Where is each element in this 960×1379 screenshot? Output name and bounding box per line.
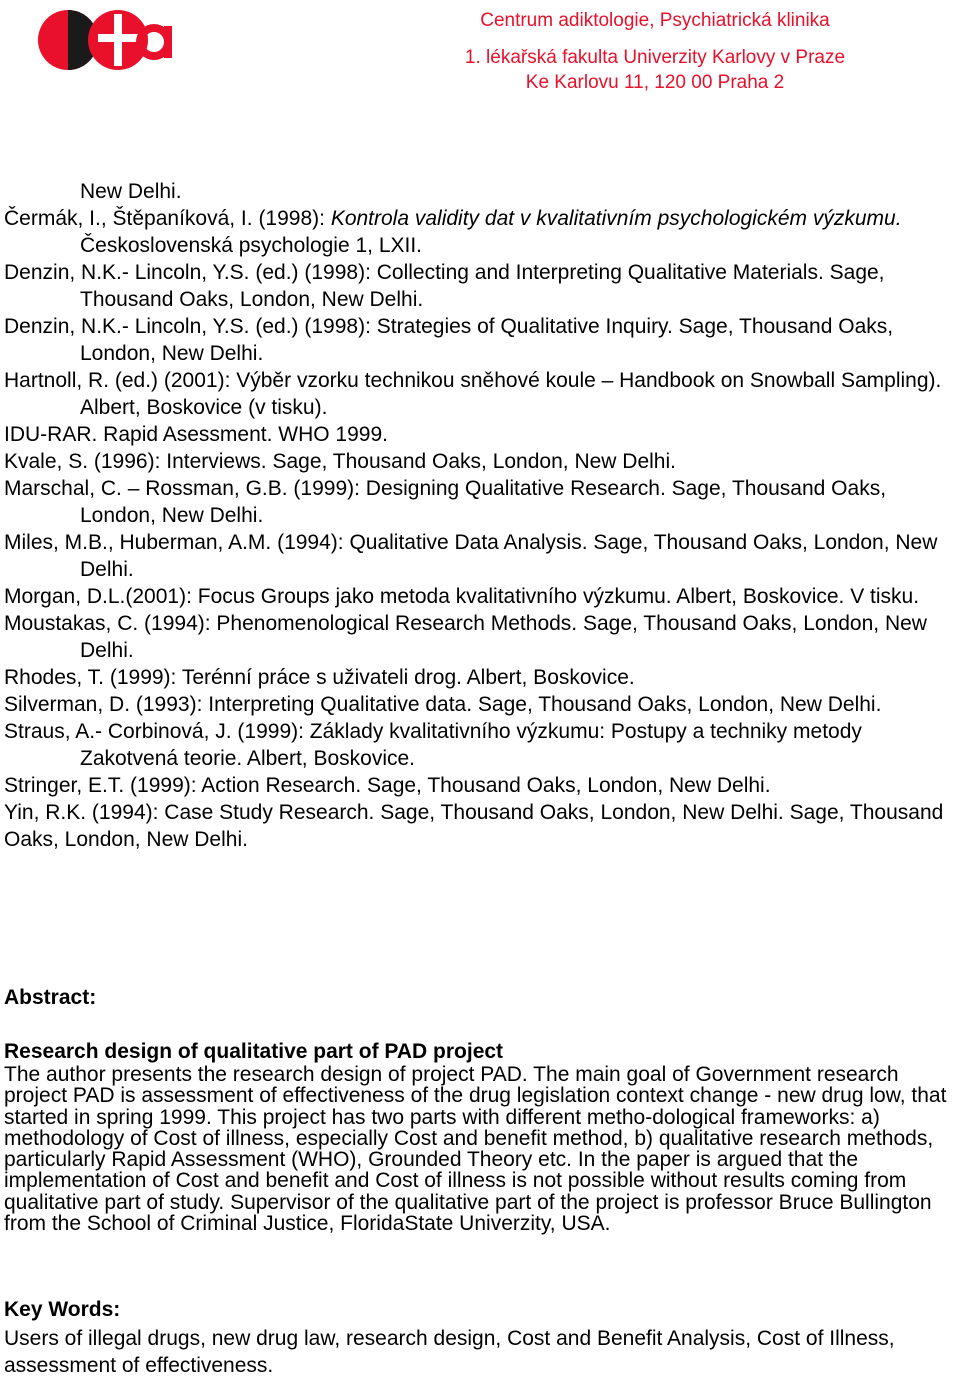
reference-item: Stringer, E.T. (1999): Action Research. Sage, Thousand Oaks, London, New Delhi.	[4, 774, 771, 797]
page-header	[0, 0, 960, 110]
reference-authors: Čermák, I., Štěpaníková, I. (1998):	[4, 207, 331, 230]
abstract-heading: Abstract:	[4, 986, 97, 1009]
institution-address-line: Ke Karlovu 11, 120 00 Praha 2	[525, 72, 785, 93]
reference-item: Denzin, N.K.- Lincoln, Y.S. (ed.) (1998): Strategies of Qualitative Inquiry. Sage, Thousand Oaks, London, New Delhi.	[4, 315, 894, 365]
institution-name: Centrum adiktologie, Psychiatrická klinika	[480, 10, 830, 31]
abstract-title: Research design of qualitative part of PAD project	[4, 1040, 504, 1063]
keywords-body: Users of illegal drugs, new drug law, research design, Cost and Benefit Analysis, Cost of Illness, assessment of effectiveness.	[4, 1327, 895, 1377]
keywords-heading: Key Words:	[4, 1298, 121, 1321]
reference-item: Miles, M.B., Huberman, A.M. (1994): Qualitative Data Analysis. Sage, Thousand Oaks, London, New Delhi.	[4, 531, 938, 581]
reference-item: Moustakas, C. (1994): Phenomenological Research Methods. Sage, Thousand Oaks, London, New Delhi.	[4, 612, 927, 662]
reference-item: Morgan, D.L.(2001): Focus Groups jako metoda kvalitativního výzkumu. Albert, Boskovice. V tisku.	[4, 585, 920, 608]
institution-address	[350, 8, 960, 95]
reference-list	[4, 178, 954, 853]
reference-item: Hartnoll, R. (ed.) (2001): Výběr vzorku technikou sněhové koule – Handbook on Snowball Sampling). Albert, Boskovice (v tisku).	[4, 369, 942, 419]
reference-item: Denzin, N.K.- Lincoln, Y.S. (ed.) (1998): Collecting and Interpreting Qualitative Materials. Sage, Thousand Oaks, London, New Delhi.	[4, 261, 885, 311]
reference-title: Kontrola validity dat v kvalitativním psychologickém výzkumu.	[330, 207, 902, 230]
reference-source: Československá psychologie 1, LXII.	[80, 234, 423, 257]
cfa-logo	[36, 8, 172, 72]
reference-item: Silverman, D. (1993): Interpreting Qualitative data. Sage, Thousand Oaks, London, New Delhi.	[4, 693, 882, 716]
reference-item: Kvale, S. (1996): Interviews. Sage, Thousand Oaks, London, New Delhi.	[4, 450, 676, 473]
abstract-body: The author presents the research design of project PAD. The main goal of Government research project PAD is assessment of effectiveness of the drug legislation context change - new drug low, that started in spring 1999. This project has two parts with different metho-dological frameworks: a) methodology of Cost of illness, especially Cost and benefit method, b) qualitative research methods, particularly Rapid Assessment (WHO), Grounded Theory etc. In the paper is argued that the implementation of Cost and benefit and Cost of illness is not possible without results coming from qualitative part of study. Supervisor of the qualitative part of the project is professor Bruce Bullington from the School of Criminal Justice, FloridaState Univerzity, USA.	[4, 1063, 947, 1236]
reference-item: Marschal, C. – Rossman, G.B. (1999): Designing Qualitative Research. Sage, Thousand Oaks, London, New Delhi.	[4, 477, 887, 527]
reference-item: Straus, A.- Corbinová, J. (1999): Základy kvalitativního výzkumu: Postupy a techniky metody Zakotvená teorie. Albert, Boskovice.	[4, 720, 862, 770]
reference-item: IDU-RAR. Rapid Asessment. WHO 1999.	[4, 423, 388, 446]
reference-item: New Delhi.	[80, 180, 182, 203]
reference-item: Yin, R.K. (1994): Case Study Research. Sage, Thousand Oaks, London, New Delhi. Sage, Thousand Oaks, London, New Delhi.	[4, 801, 944, 851]
reference-item: Rhodes, T. (1999): Terénní práce s uživateli drog. Albert, Boskovice.	[4, 666, 635, 689]
faculty-name: 1. lékařská fakulta Univerzity Karlovy v Praze	[464, 47, 846, 68]
reference-item	[4, 205, 954, 259]
